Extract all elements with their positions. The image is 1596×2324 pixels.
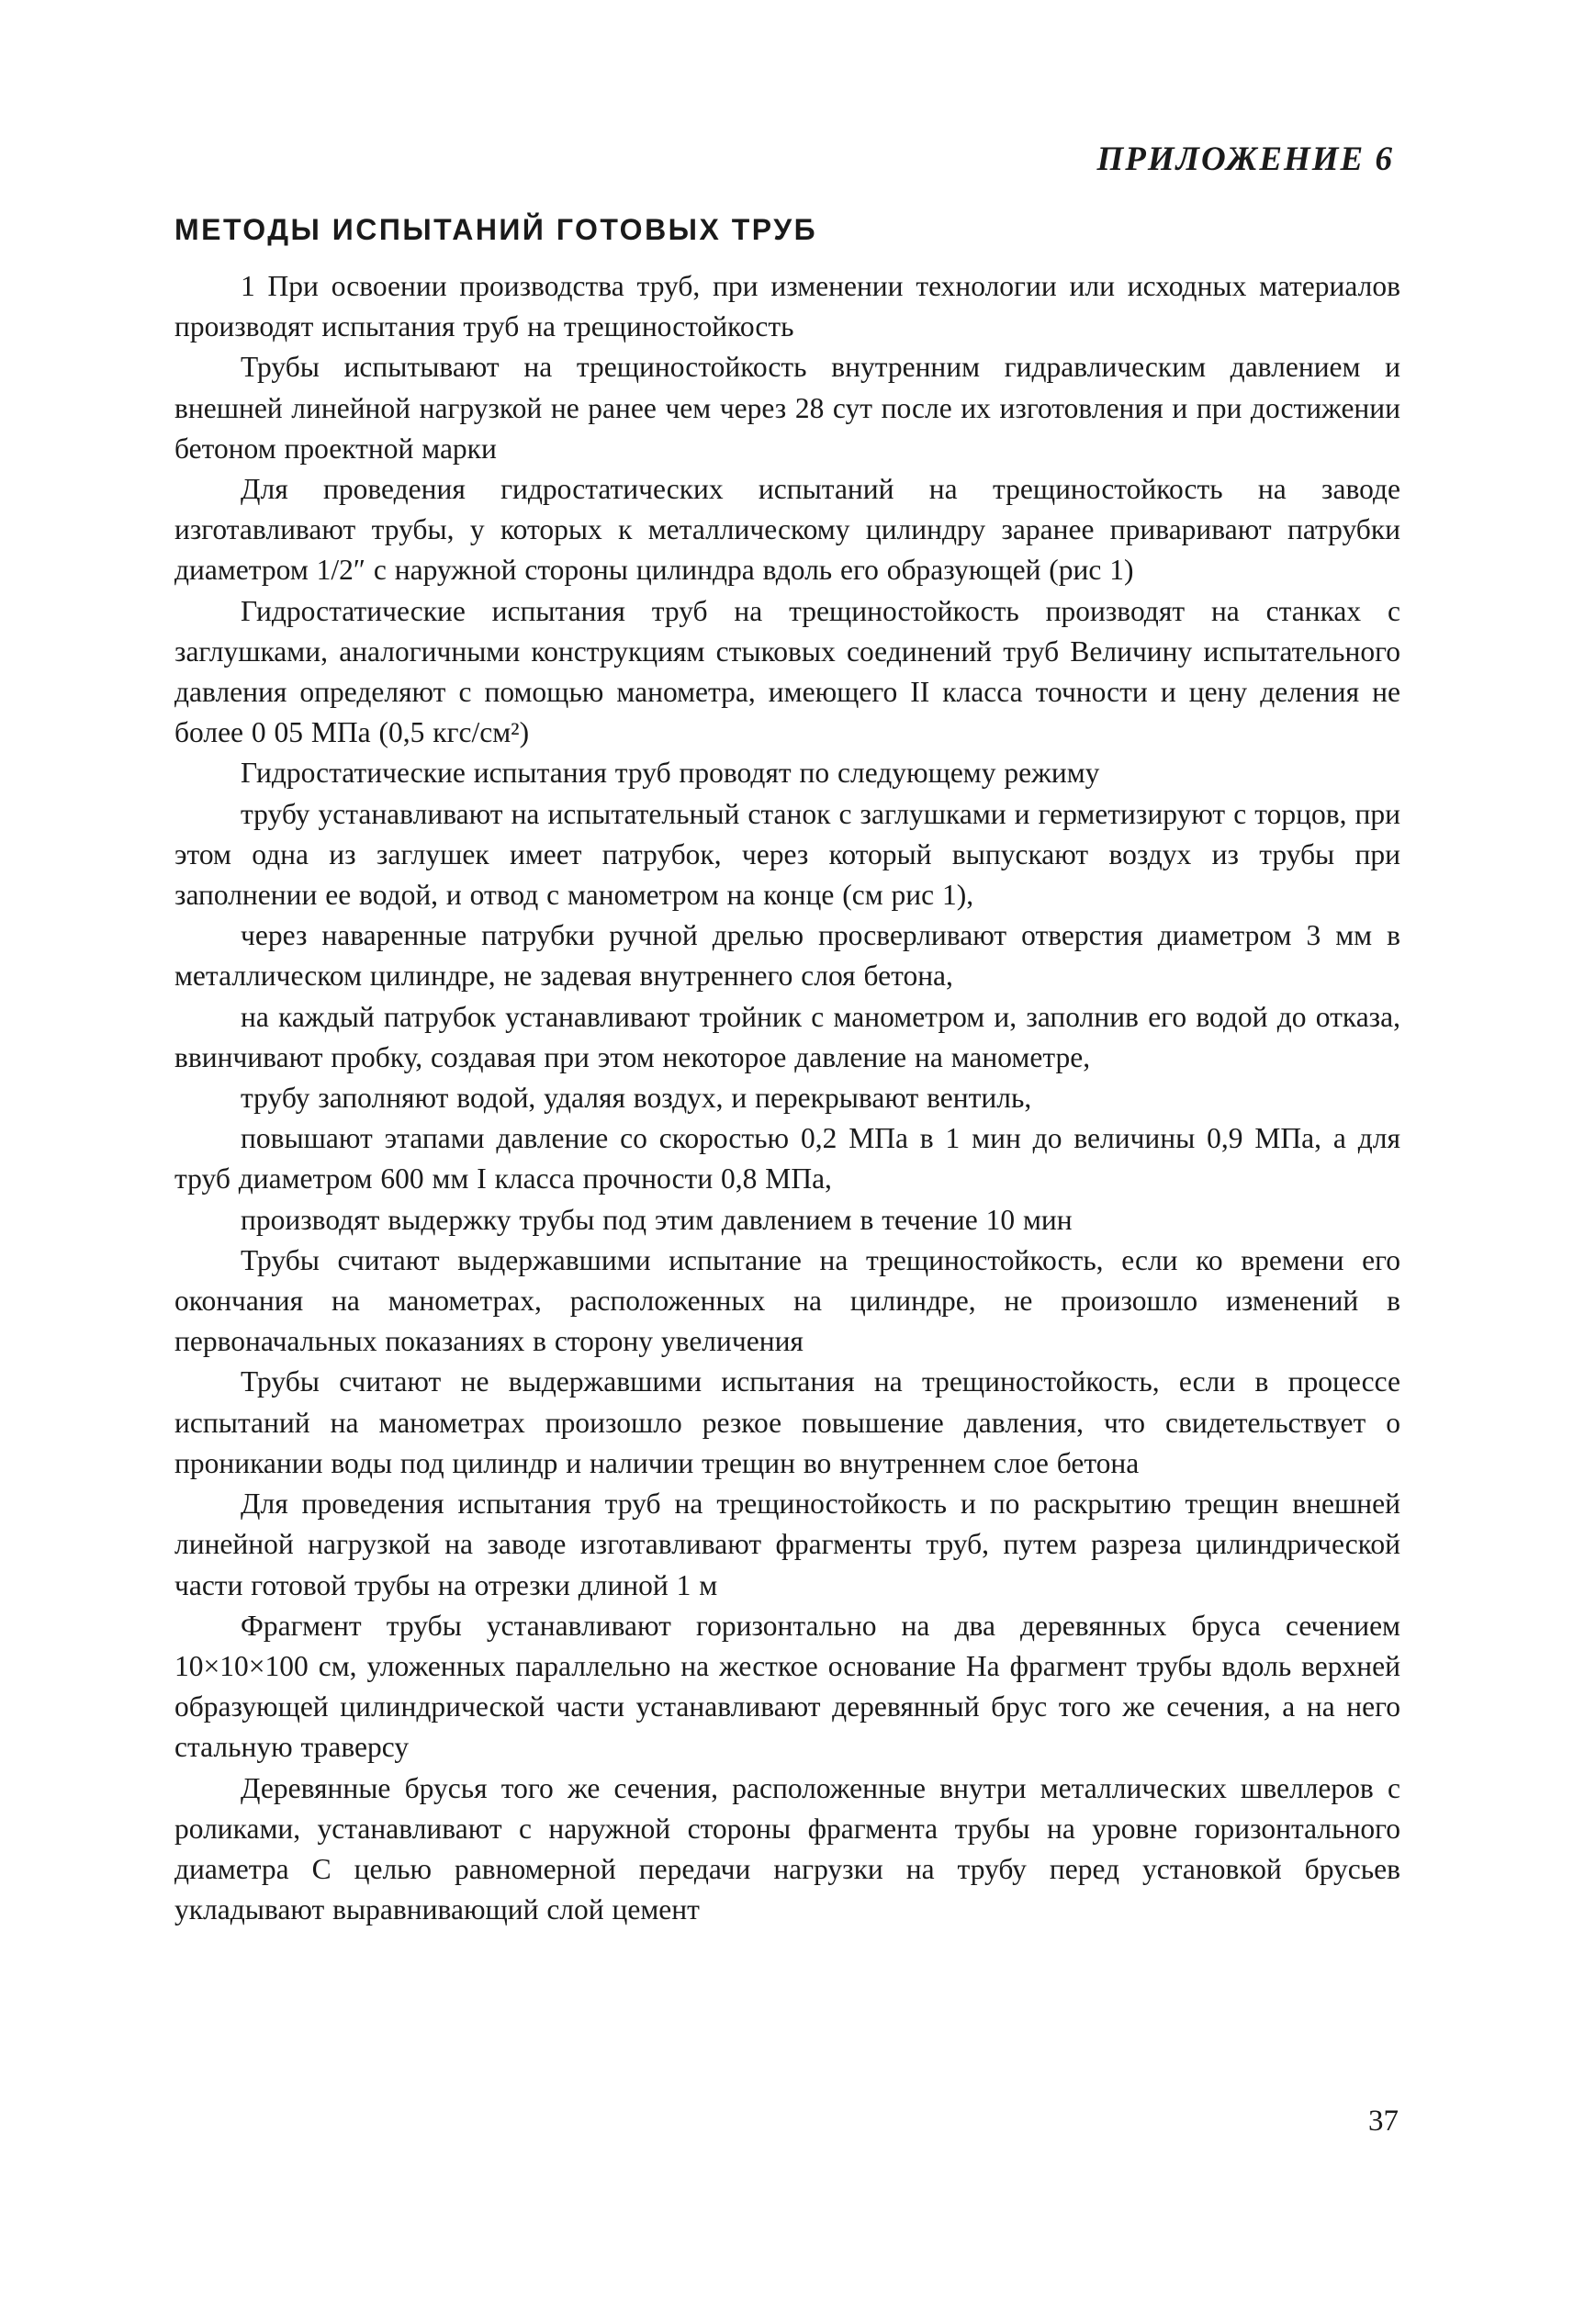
paragraph: Фрагмент трубы устанавливают горизонтально на два деревянных бруса сечением 10×10×100 см, уложенных параллельно на жесткое основание На фрагмент трубы вдоль верхней образующей цилиндрической части устанавливают деревянный брус того же сечения, а на него стальную траверсу — [174, 1609, 1400, 1764]
paragraph: Для проведения гидростатических испытаний на трещиностойкость на заводе изготавливают трубы, у которых к металлическому цилиндру заранее приваривают патрубки диаметром 1/2″ с наружной стороны цилиндра вдоль его образующей (рис 1) — [174, 473, 1400, 587]
section-title: МЕТОДЫ ИСПЫТАНИЙ ГОТОВЫХ ТРУБ — [174, 213, 818, 246]
paragraph: на каждый патрубок устанавливают тройник с манометром и, заполнив его водой до отказа, ввинчивают пробку, создавая при этом некоторое давление на манометре, — [174, 1000, 1400, 1073]
paragraph: Деревянные брусья того же сечения, расположенные внутри металлических швеллеров с роликами, устанавливают с наружной стороны фрагмента трубы на уровне горизонтального диаметра С целью равномерной передачи нагрузки на трубу перед установкой брусьев укладывают выравнивающий слой цемент — [174, 1771, 1400, 1926]
paragraph: повышают этапами давление со скоростью 0,2 МПа в 1 мин до величины 0,9 МПа, а для труб диаметром 600 мм I класса прочности 0,8 МПа, — [174, 1122, 1400, 1196]
paragraph: трубу устанавливают на испытательный станок с заглушками и герметизируют с торцов, при этом одна из заглушек имеет патрубок, через который выпускают воздух из трубы при заполнении ее водой, и отвод с манометром на конце (см рис 1), — [174, 797, 1400, 912]
paragraph: производят выдержку трубы под этим давлением в течение 10 мин — [241, 1203, 1073, 1236]
appendix-label: ПРИЛОЖЕНИЕ 6 — [1096, 140, 1394, 178]
paragraph: 1 При освоении производства труб, при изменении технологии или исходных материалов производят испытания труб на трещиностойкость — [174, 270, 1400, 343]
page-number: 37 — [1368, 2105, 1399, 2138]
paragraph: трубу заполняют водой, удаляя воздух, и перекрывают вентиль, — [241, 1082, 1032, 1115]
body-text — [174, 266, 1400, 1930]
paragraph: Трубы считают не выдержавшими испытания на трещиностойкость, если в процессе испытаний на манометрах произошло резкое повышение давления, что свидетельствует о проникании воды под цилиндр и наличии трещин во внутреннем слое бетона — [174, 1365, 1400, 1479]
paragraph: Трубы испытывают на трещиностойкость внутренним гидравлическим давлением и внешней линейной нагрузкой не ранее чем через 28 сут после их изготовления и при достижении бетоном проектной марки — [174, 351, 1400, 465]
paragraph: через наваренные патрубки ручной дрелью просверливают отверстия диаметром 3 мм в металлическом цилиндре, не задевая внутреннего слоя бетона, — [174, 919, 1400, 993]
paragraph: Гидростатические испытания труб проводят по следующему режиму — [241, 757, 1100, 790]
paragraph: Трубы считают выдержавшими испытание на трещиностойкость, если ко времени его окончания на манометрах, расположенных на цилиндре, не произошло изменений в первоначальных показаниях в сторону увеличения — [174, 1243, 1400, 1358]
paragraph: Гидростатические испытания труб на трещиностойкость производят на станках с заглушками, аналогичными конструкциям стыковых соединений труб Величину испытательного давления определяют с помощью манометра, имеющего II класса точности и цену деления не более 0 05 МПа (0,5 кгс/см²) — [174, 594, 1400, 749]
paragraph: Для проведения испытания труб на трещиностойкость и по раскрытию трещин внешней линейной нагрузкой на заводе изготавливают фрагменты труб, путем разреза цилиндрической части готовой трубы на отрезки длиной 1 м — [174, 1488, 1400, 1601]
